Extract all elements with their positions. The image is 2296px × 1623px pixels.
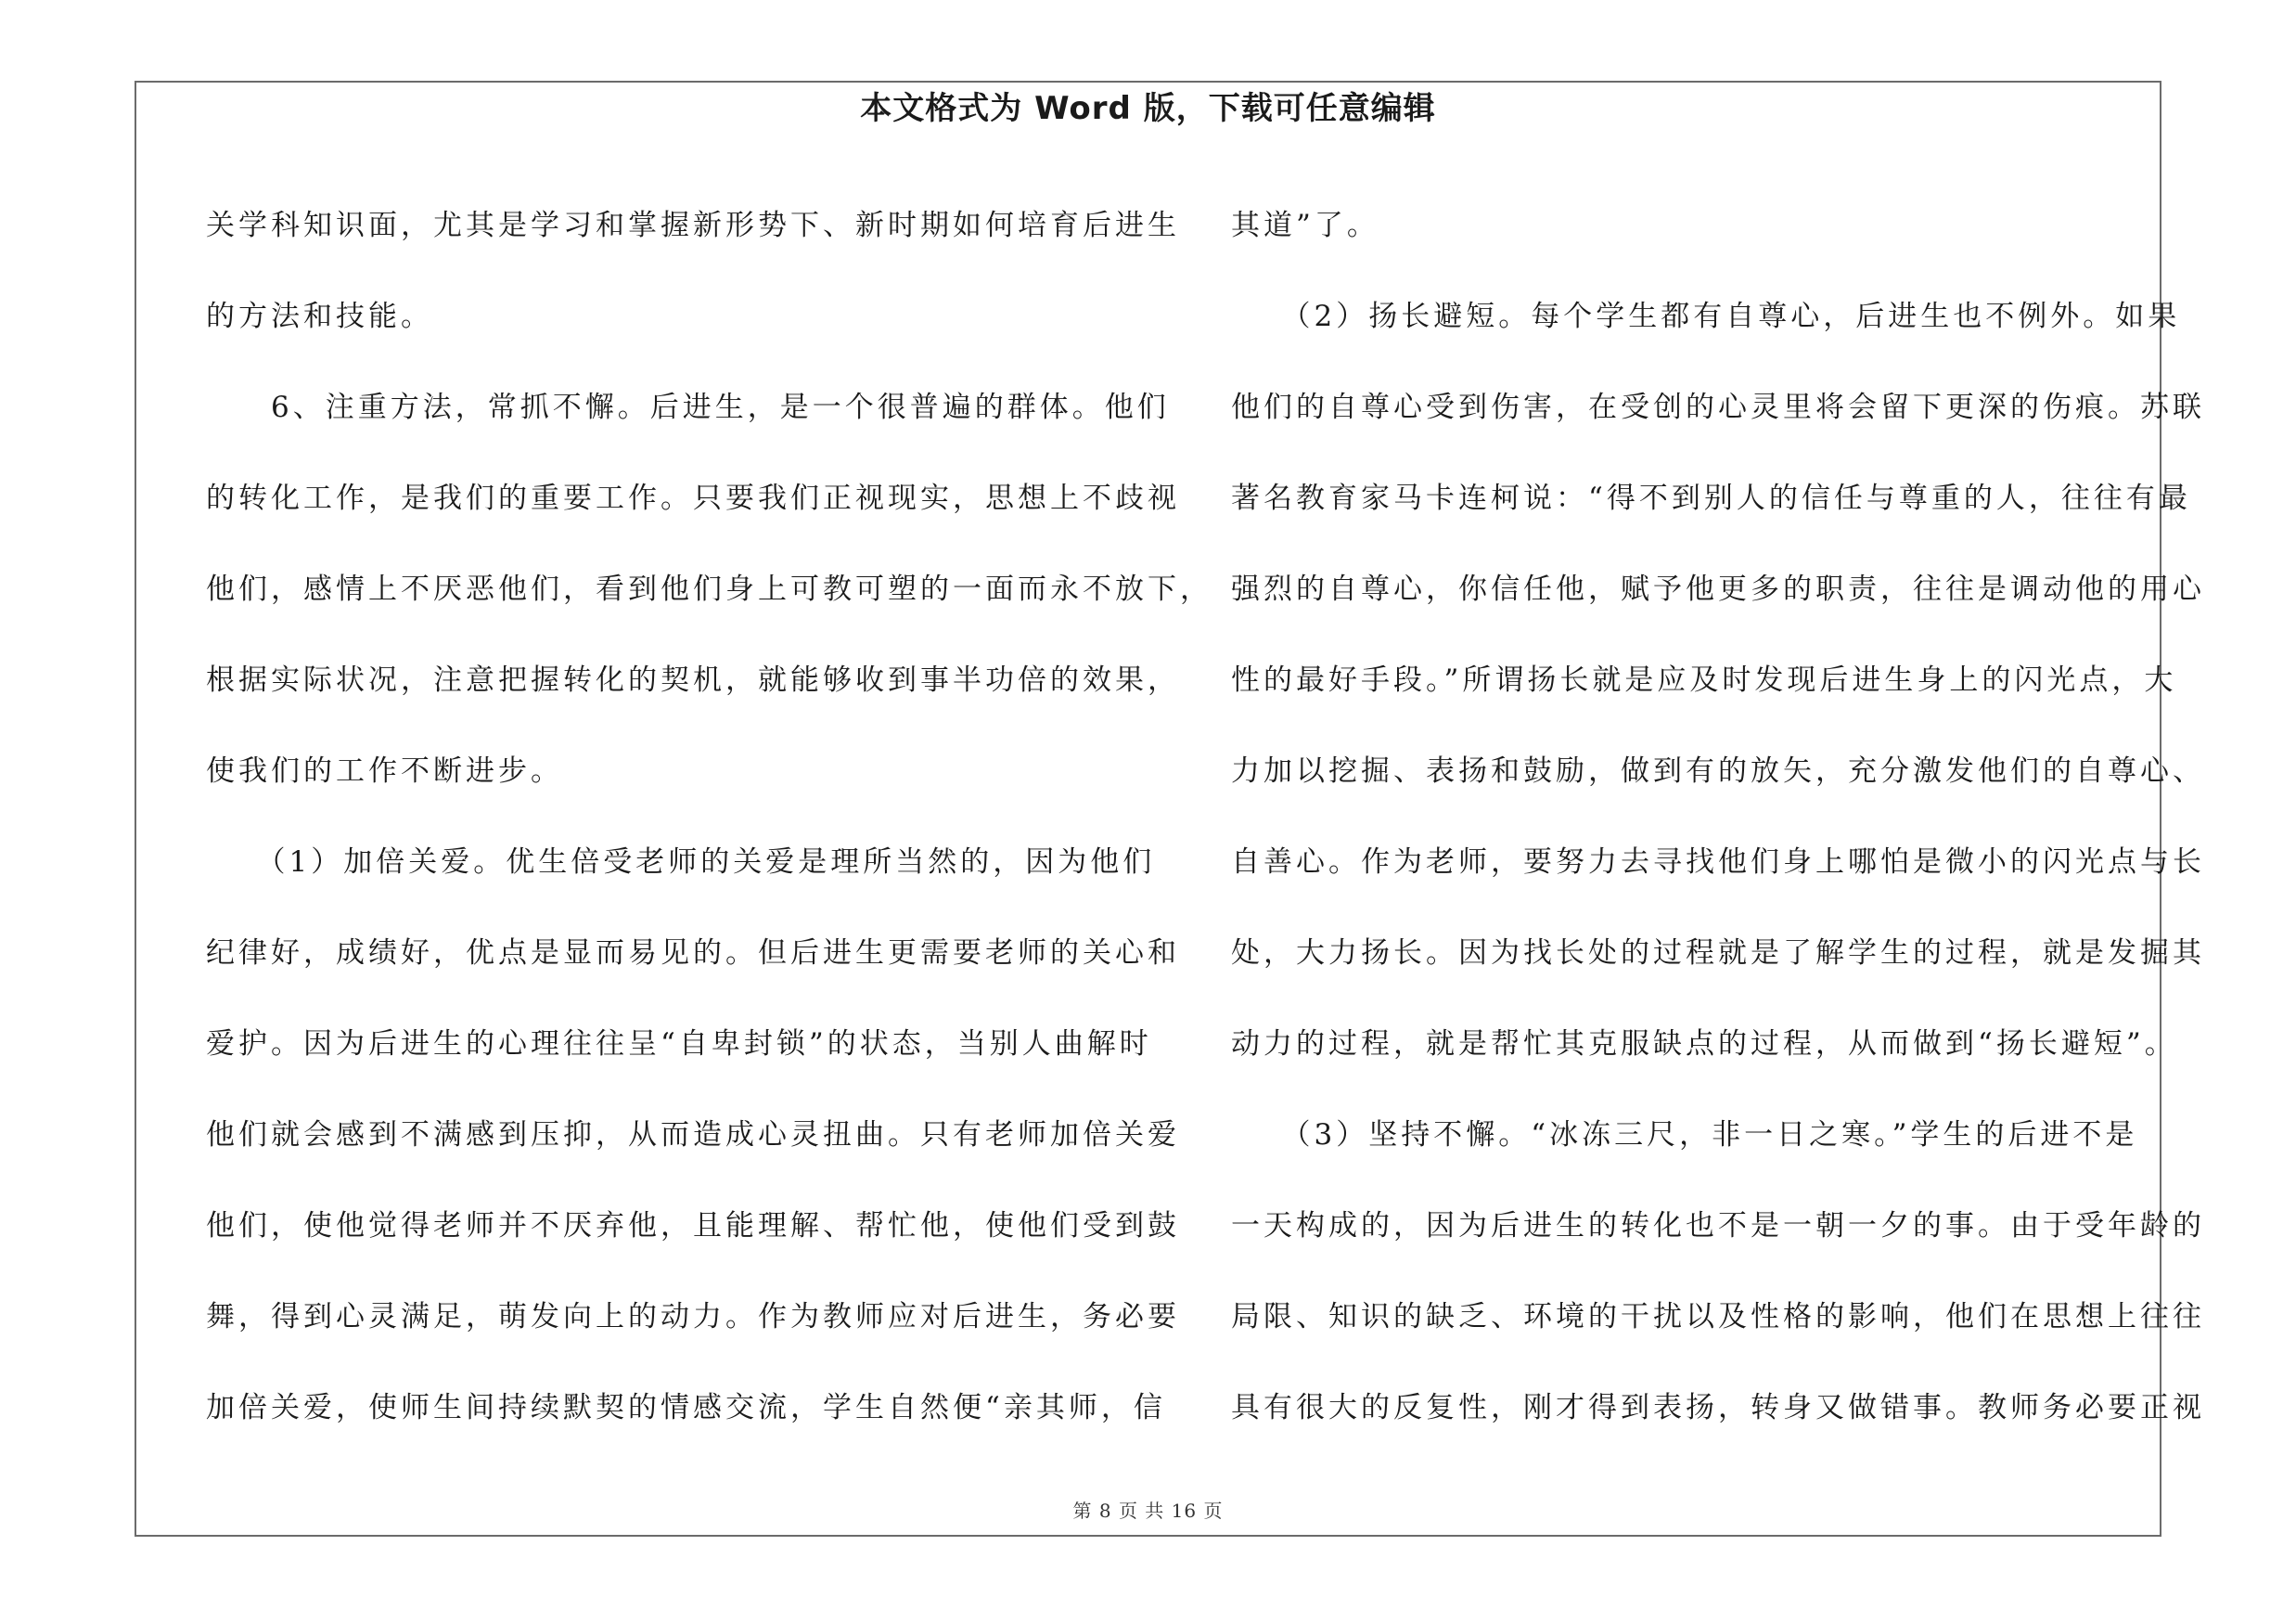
text-line: 加倍关爱，使师生间持续默契的情感交流，学生自然便“亲其师，信: [206, 1391, 1166, 1424]
text-line: 纪律好，成绩好，优点是显而易见的。但后进生更需要老师的关心和: [206, 936, 1180, 970]
text-line: 他们，使他觉得老师并不厌弃他，且能理解、帮忙他，使他们受到鼓: [206, 1209, 1180, 1243]
text-line: 著名教育家马卡连柯说：“得不到别人的信任与尊重的人，往往有最: [1231, 482, 2191, 515]
text-line: 自善心。作为老师，要努力去寻找他们身上哪怕是微小的闪光点与长: [1231, 845, 2205, 879]
text-line: 强烈的自尊心，你信任他，赋予他更多的职责，往往是调动他的用心: [1231, 573, 2205, 606]
text-line: 动力的过程，就是帮忙其克服缺点的过程，从而做到“扬长避短”。: [1231, 1027, 2177, 1061]
text-line: 他们，感情上不厌恶他们，看到他们身上可教可塑的一面而永不放下，: [206, 573, 1212, 606]
text-line: （3）坚持不懈。“冰冻三尺，非一日之寒。”学生的后进不是: [1231, 1118, 2138, 1152]
header-title: 本文格式为 Word 版，下载可任意编辑: [860, 90, 1436, 127]
text-line: 的方法和技能。: [206, 300, 433, 333]
text-line: 根据实际状况，注意把握转化的契机，就能够收到事半功倍的效果，: [206, 663, 1180, 697]
text-line: 一天构成的，因为后进生的转化也不是一朝一夕的事。由于受年龄的: [1231, 1209, 2205, 1243]
text-line: 其道”了。: [1231, 209, 1379, 242]
text-line: 的转化工作，是我们的重要工作。只要我们正视现实，思想上不歧视: [206, 482, 1180, 515]
text-line: 舞，得到心灵满足，萌发向上的动力。作为教师应对后进生，务必要: [206, 1300, 1180, 1333]
text-line: 局限、知识的缺乏、环境的干扰以及性格的影响，他们在思想上往往: [1231, 1300, 2205, 1333]
text-line: （1）加倍关爱。优生倍受老师的关爱是理所当然的，因为他们: [206, 845, 1156, 879]
text-line: 他们就会感到不满感到压抑，从而造成心灵扭曲。只有老师加倍关爱: [206, 1118, 1180, 1152]
text-line: （2）扬长避短。每个学生都有自尊心，后进生也不例外。如果: [1231, 300, 2181, 333]
text-line: 处，大力扬长。因为找长处的过程就是了解学生的过程，就是发掘其: [1231, 936, 2205, 970]
text-line: 使我们的工作不断进步。: [206, 754, 563, 788]
left-column: [206, 180, 1212, 1453]
text-line: 他们的自尊心受到伤害，在受创的心灵里将会留下更深的伤痕。苏联: [1231, 391, 2205, 424]
text-line: 力加以挖掘、表扬和鼓励，做到有的放矢，充分激发他们的自尊心、: [1231, 754, 2205, 788]
right-column: [1231, 180, 2205, 1453]
text-line: 关学科知识面，尤其是学习和掌握新形势下、新时期如何培育后进生: [206, 209, 1180, 242]
text-line: 6、注重方法，常抓不懈。后进生，是一个很普遍的群体。他们: [206, 391, 1170, 424]
text-line: 爱护。因为后进生的心理往往呈“自卑封锁”的状态，当别人曲解时: [206, 1027, 1152, 1061]
page-number: 第 8 页 共 16 页: [1072, 1500, 1224, 1522]
text-line: 性的最好手段。”所谓扬长就是应及时发现后进生身上的闪光点，大: [1231, 663, 2177, 697]
text-line: 具有很大的反复性，刚才得到表扬，转身又做错事。教师务必要正视: [1231, 1391, 2205, 1424]
